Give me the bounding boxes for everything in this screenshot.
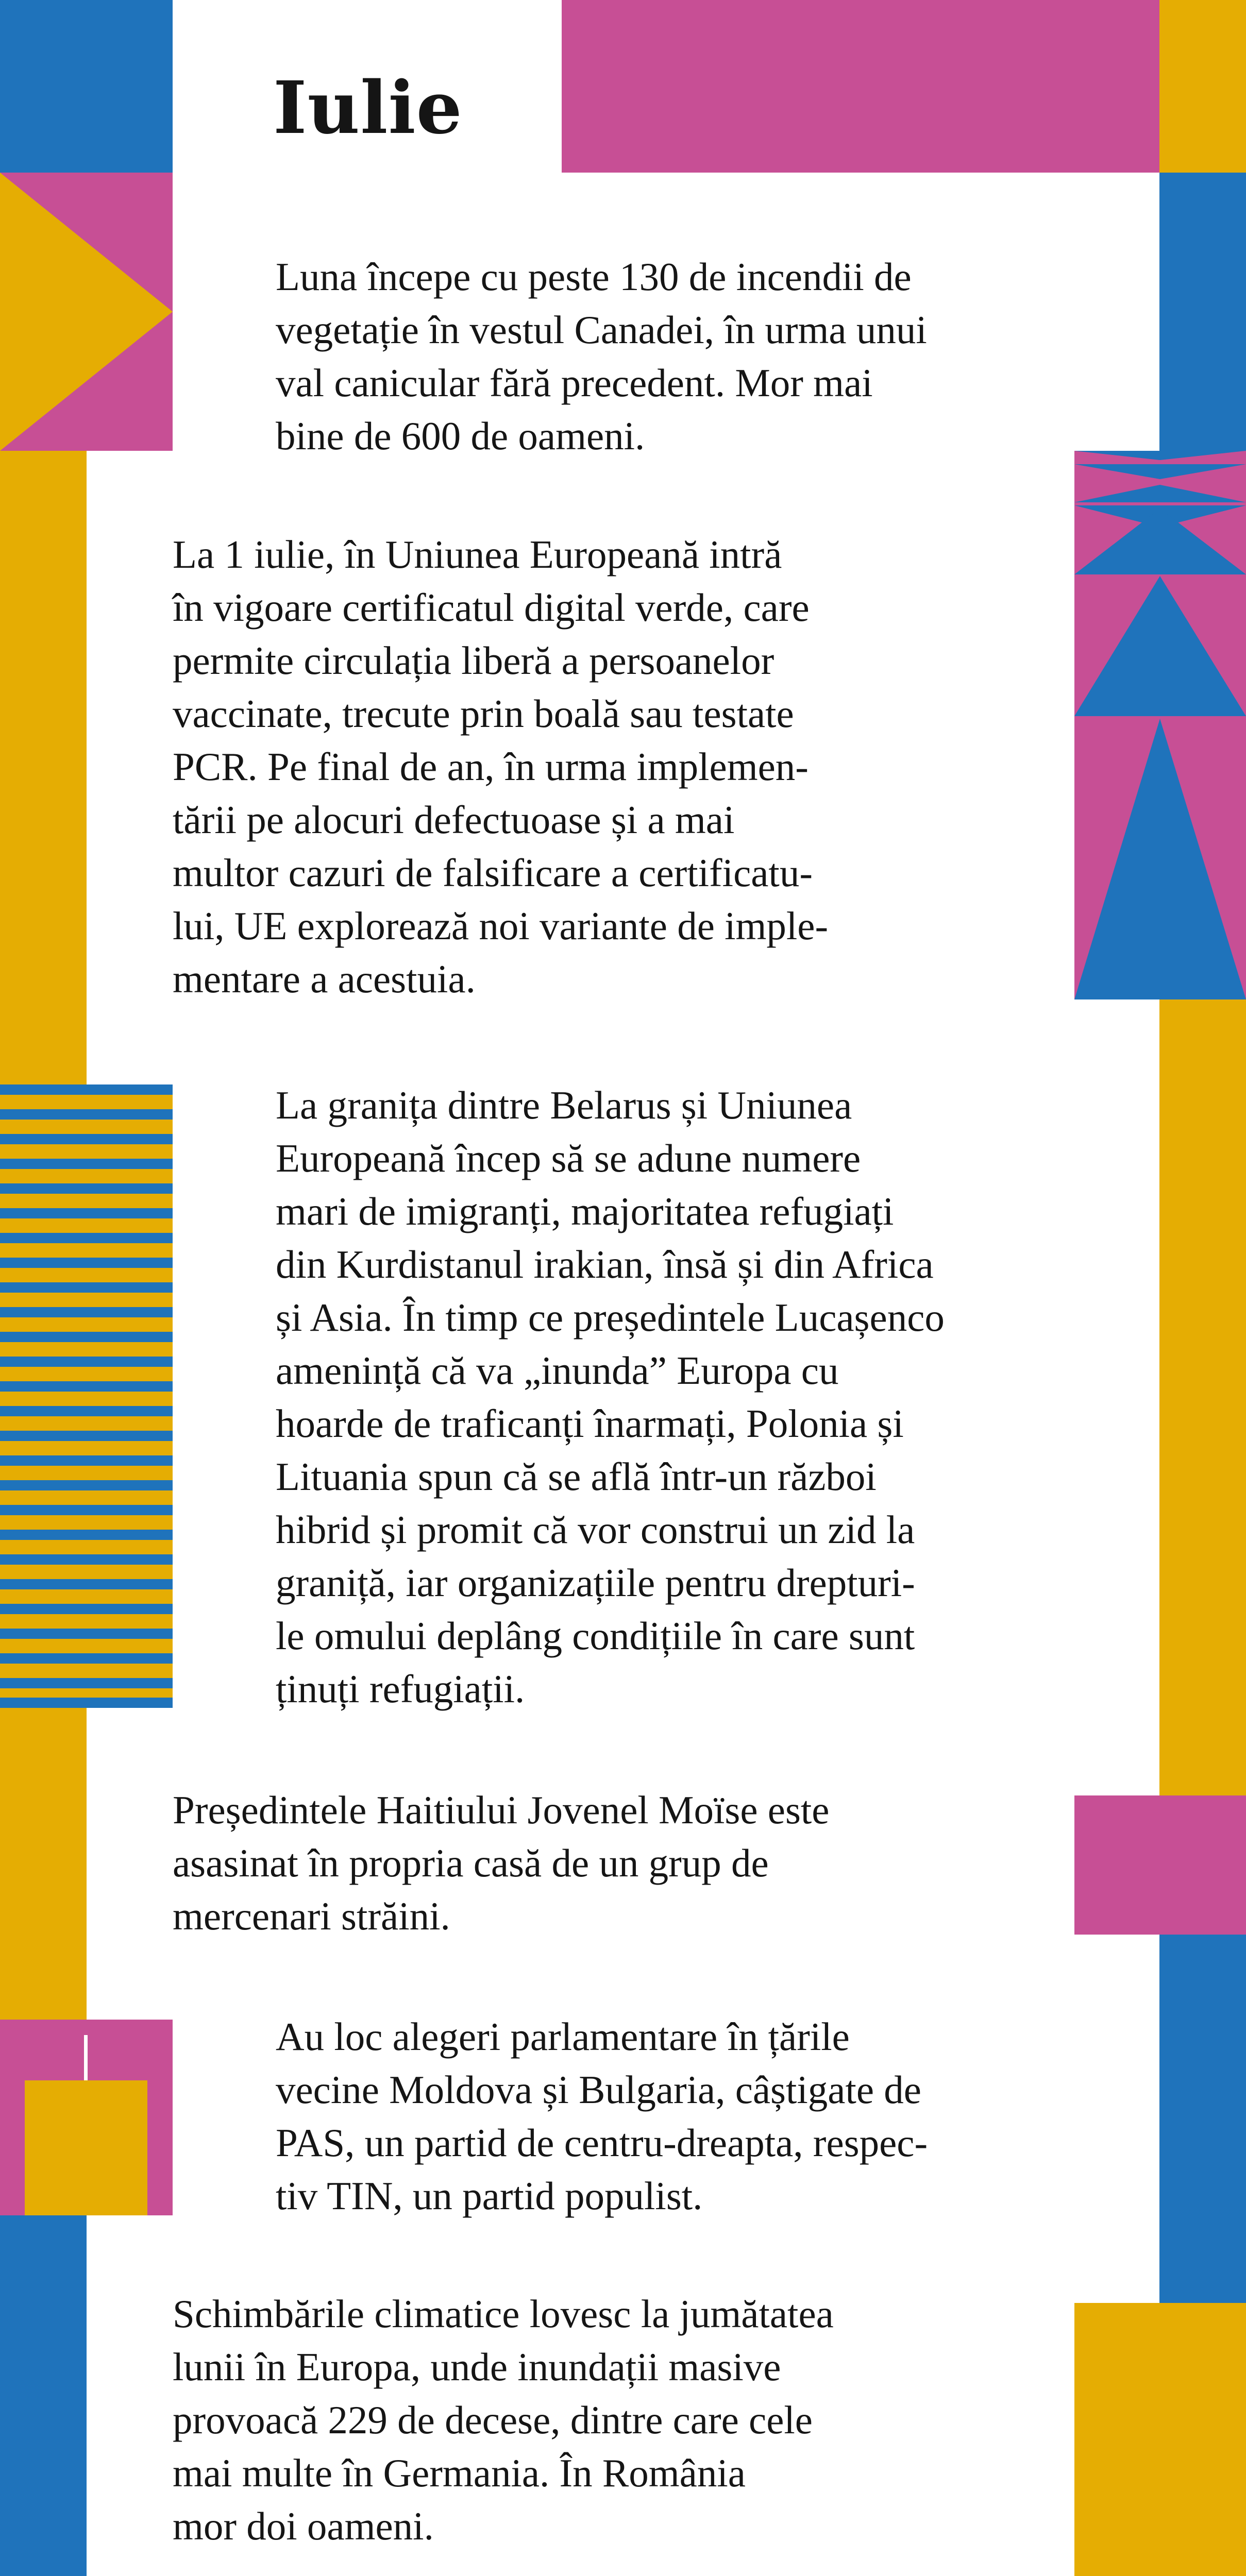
right-border-yellow-top	[1159, 0, 1246, 173]
right-border-yellow	[1159, 999, 1246, 1795]
text-line: amenință că va „inunda” Europa cu	[276, 1348, 839, 1393]
text-line: le omului deplâng condițiile în care sunt	[276, 1614, 915, 1658]
left-border-yellow	[0, 451, 87, 1084]
text-line: Schimbările climatice lovesc la jumătatea	[173, 2292, 834, 2336]
text-line: mentare a acestuia.	[173, 957, 476, 1001]
text-line: Lituania spun că se află într-un război	[276, 1454, 877, 1499]
text-line: din Kurdistanul irakian, însă și din Africa	[276, 1242, 934, 1286]
text-line: mercenari străini.	[173, 1894, 450, 1938]
text-line: provoacă 229 de decese, dintre care cele	[173, 2398, 813, 2442]
text-line: mor doi oameni.	[173, 2504, 434, 2548]
text-line: ținuți refugiații.	[276, 1667, 525, 1711]
text-line: bine de 600 de oameni.	[276, 414, 645, 458]
paragraph-haiti-president	[173, 1784, 830, 1943]
text-line: vegetație în vestul Canadei, în urma unui	[276, 308, 927, 352]
text-line: asasinat în propria casă de un grup de	[173, 1841, 769, 1885]
right-border-blue-2	[1159, 1935, 1246, 2303]
text-line: permite circulația liberă a persoanelor	[173, 638, 774, 683]
left-striped-block	[0, 1084, 173, 1708]
text-line: Au loc alegeri parlamentare în țările	[276, 2014, 850, 2059]
text-line: în vigoare certificatul digital verde, care	[173, 585, 810, 630]
text-line: și Asia. În timp ce președintele Lucașenco	[276, 1295, 945, 1340]
text-line: vaccinate, trecute prin boală sau testate	[173, 691, 794, 736]
left-border-blue-bottom	[0, 2215, 87, 2576]
text-line: Președintele Haitiului Jovenel Moïse este	[173, 1788, 830, 1832]
paragraph-floods	[173, 2287, 834, 2553]
text-line: PCR. Pe final de an, în urma implemen-	[173, 744, 809, 789]
text-line: La 1 iulie, în Uniunea Europeană intră	[173, 532, 782, 577]
text-line: vecine Moldova și Bulgaria, câștigate de	[276, 2067, 921, 2112]
text-line: mari de imigranți, majoritatea refugiați	[276, 1189, 894, 1233]
paragraph-belarus-border	[276, 1079, 945, 1716]
text-line: PAS, un partid de centru-dreapta, respec-	[276, 2121, 928, 2165]
right-magenta-square	[1074, 1795, 1246, 1935]
left-house-block	[0, 2020, 173, 2215]
top-magenta-block	[562, 0, 1159, 173]
right-yellow-bottom	[1074, 2303, 1246, 2576]
text-line: mai multe în Germania. În România	[173, 2451, 746, 2495]
text-line: Luna începe cu peste 130 de incendii de	[276, 255, 912, 299]
paragraph-elections	[276, 2010, 928, 2223]
text-line: multor cazuri de falsificare a certificatu-	[173, 851, 813, 895]
page-title: Iulie	[273, 66, 463, 150]
text-line: hoarde de traficanți înarmați, Polonia și	[276, 1401, 904, 1446]
text-line: lui, UE explorează noi variante de imple-	[173, 904, 829, 948]
text-line: val canicular fără precedent. Mor mai	[276, 361, 873, 405]
paragraph-canada-fires	[276, 250, 927, 463]
left-border-yellow-2	[0, 1708, 87, 2020]
paragraph-digital-certificate	[173, 528, 828, 1006]
text-line: lunii în Europa, unde inundații masive	[173, 2345, 781, 2389]
left-border-blue-top	[0, 0, 173, 173]
left-triangle-block	[0, 173, 173, 451]
right-triangle-block	[1074, 451, 1246, 999]
text-line: tiv TIN, un partid populist.	[276, 2174, 703, 2218]
right-border-blue	[1159, 173, 1246, 451]
text-line: Europeană încep să se adune numere	[276, 1136, 861, 1180]
text-line: tării pe alocuri defectuoase și a mai	[173, 798, 735, 842]
text-line: graniță, iar organizațiile pentru drepturi-	[276, 1561, 915, 1605]
text-line: hibrid și promit că vor construi un zid la	[276, 1507, 915, 1552]
text-line: La granița dintre Belarus și Uniunea	[276, 1083, 852, 1127]
